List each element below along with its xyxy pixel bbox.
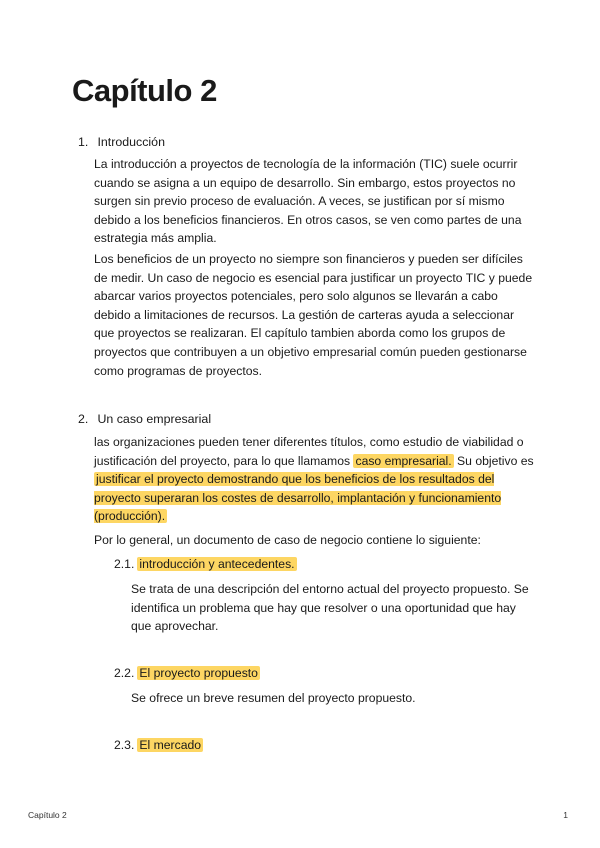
- page-title: Capítulo 2: [72, 73, 217, 108]
- subsection-body: Se trata de una descripción del entorno actual del proyecto propuesto. Se identifica un problema que hay que resolver o una oportunidad que hay que aprovechar.: [131, 582, 529, 634]
- intro-paragraph-1: La introducción a proyectos de tecnología de la información (TIC) suele ocurrir cuando se asigna a un equipo de desarrollo. Sin embargo, estos proyectos no surgen sin previo proceso de evaluación. A veces, se justifican por sí mismo debido a los beneficios financieros. En otros casos, se ven como partes de una estrategia más amplia.: [94, 157, 522, 246]
- highlighted-text: caso empresarial.: [355, 453, 452, 468]
- subsection-number: 2.3.: [114, 738, 135, 752]
- subsection-title: El proyecto propuesto: [139, 666, 258, 680]
- text-run: Su objetivo es: [453, 453, 534, 468]
- footer-chapter-label: Capítulo 2: [28, 810, 67, 820]
- highlighted-text: justificar el proyecto demostrando que los beneficios de los resultados del proyecto superaran los costes de desarrollo, implantación y funcionamiento (producción).: [94, 472, 502, 524]
- subsection-title: El mercado: [139, 738, 202, 752]
- subsection-number: 2.2.: [114, 666, 135, 680]
- subsection-title: introducción y antecedentes.: [139, 557, 295, 571]
- section-heading-caso-empresarial: [78, 410, 211, 429]
- section-heading-introduccion: [78, 133, 165, 152]
- caso-paragraph-2: Por lo general, un documento de caso de negocio contiene lo siguiente:: [94, 533, 481, 547]
- subsection-heading-introduccion: [114, 555, 297, 574]
- footer-page-number: 1: [563, 810, 568, 820]
- section-number: 2.: [78, 412, 89, 426]
- text-run: las organizaciones pueden tener diferentes títulos, como estudio de viabilidad o justificación del proyecto, para lo que llamamos: [94, 435, 524, 468]
- subsection-body: Se ofrece un breve resumen del proyecto propuesto.: [131, 691, 416, 705]
- section-number: 1.: [78, 135, 89, 149]
- caso-paragraph-1: [94, 433, 534, 526]
- subsection-number: 2.1.: [114, 557, 135, 571]
- subsection-heading-proyecto-propuesto: [114, 664, 260, 683]
- intro-paragraph-2: Los beneficios de un proyecto no siempre son financieros y pueden ser difíciles de medir. Un caso de negocio es esencial para justificar un proyecto TIC y puede abarcar varios proyectos potenciales, pero solo algunos se llevarán a cabo debido a limitaciones de recursos. La gestión de carteras ayuda a seleccionar que proyectos se realizaran. El capítulo tambien aborda como los grupos de proyectos que contribuyen a un objetivo empresarial común pueden gestionarse como programas de proyectos.: [94, 252, 533, 378]
- section-title: Un caso empresarial: [97, 412, 212, 426]
- section-title: Introducción: [97, 135, 165, 149]
- subsection-heading-mercado: [114, 736, 203, 755]
